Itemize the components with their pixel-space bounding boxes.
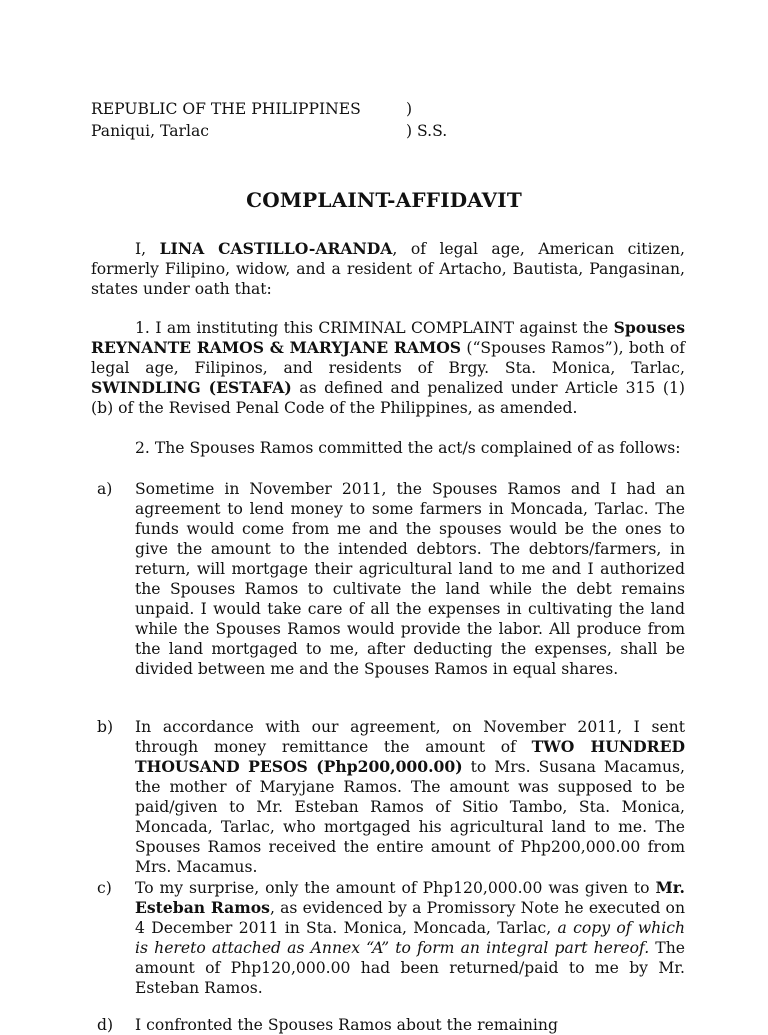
venue-paren: ) [406,100,413,118]
item-1-text-2: (“Spouses Ramos”), both of legal age, Filipinos, and residents of Brgy. Sta. Monica, Tarlac, [91,339,685,377]
amount-bold: TWO HUNDRED THOUSAND PESOS (Php200,000.00) [135,737,685,776]
item-1-text-1: I am instituting this CRIMINAL COMPLAINT against the [155,319,614,337]
sub-item-a [97,479,685,679]
item-2-number: 2. [135,439,150,457]
sub-item-b-text-2: to Mrs. Susana Macamus, the mother of Maryjane Ramos. The amount was supposed to be paid/given to Mr. Esteban Ramos of Sitio Tambo, Sta. Monica, Moncada, Tarlac, who mortgaged his agricultural land to me. The Spouses Ramos received the entire amount of Php200,000.00 from Mrs. Macamus. [135,758,685,876]
item-2-text: The Spouses Ramos committed the act/s complained of as follows: [154,439,681,457]
intro-pre: I, [135,240,160,258]
document-title: COMPLAINT-AFFIDAVIT [246,188,522,212]
sub-item-b-label: b) [97,718,114,736]
item-1 [91,318,685,418]
item-1-number: 1. [135,319,150,337]
item-2 [91,438,685,458]
venue-ss: ) S.S. [406,122,448,140]
item-1-text-3: as defined and penalized under Article 315 (1) (b) of the Revised Penal Code of the Philippines, as amended. [91,379,685,417]
sub-item-c-text-1: To my surprise, only the amount of Php120,000.00 was given to [135,879,656,897]
sub-item-c-text-2: , as evidenced by a Promissory Note he executed on 4 December 2011 in Sta. Monica, Moncada, Tarlac, [135,899,685,937]
sub-item-c [97,878,685,998]
venue-row-city [91,121,691,143]
venue-city: Paniqui, Tarlac [91,122,210,140]
sub-item-a-label: a) [97,480,113,498]
affiant-name: LINA CASTILLO-ARANDA [159,239,393,258]
sub-item-c-text-3: The amount of Php120,000.00 had been returned/paid to me by Mr. Esteban Ramos. [135,939,685,997]
venue-row-country [91,99,691,121]
sub-item-b [97,717,685,877]
sub-item-d-label: d) [97,1016,114,1034]
intro-paragraph [91,239,685,299]
annex-reference: a copy of which is hereto attached as Annex “A” to form an integral part hereof. [135,919,685,957]
venue-block [91,99,691,143]
sub-item-a-text: Sometime in November 2011, the Spouses Ramos and I had an agreement to lend money to some farmers in Moncada, Tarlac. The funds would come from me and the spouses would be the ones to give the amount to the intended debtors. The debtors/farmers, in return, will mortgage their agricultural land to me and I authorized the Spouses Ramos to cultivate the land while the debt remains unpaid. I would take care of all the expenses in cultivating the land while the Spouses Ramos would provide the labor. All produce from the land mortgaged to me, after deducting the expenses, shall be divided between me and the Spouses Ramos in equal shares. [135,480,685,678]
respondents-name: Spouses REYNANTE RAMOS & MARYJANE RAMOS [91,318,686,357]
sub-item-b-text-1: In accordance with our agreement, on November 2011, I sent through money remittance the amount of [135,718,685,756]
esteban-name: Mr. Esteban Ramos [135,878,685,917]
offense-name: SWINDLING (ESTAFA) [91,378,292,397]
sub-item-d [97,1015,685,1035]
intro-post: , of legal age, American citizen, formerly Filipino, widow, and a resident of Artacho, Bautista, Pangasinan, states under oath that: [91,240,685,298]
sub-item-d-text: I confronted the Spouses Ramos about the remaining [135,1016,558,1034]
sub-item-c-label: c) [97,879,112,897]
venue-country: REPUBLIC OF THE PHILIPPINES [91,100,361,118]
